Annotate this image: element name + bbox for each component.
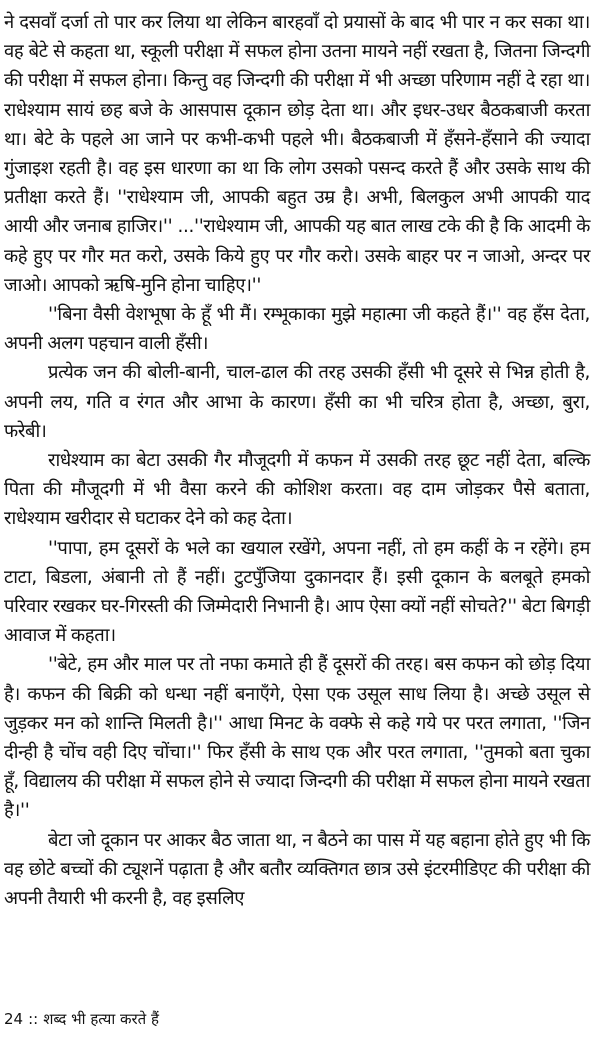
paragraph-2: ''बिना वैसी वेशभूषा के हूँ भी मैं। रम्भूकाका मुझे महात्मा जी कहते हैं।'' वह हँस देता, अपनी अलग पहचान वाली हँसी।: [4, 304, 590, 355]
paragraph-6: ''बेटे, हम और माल पर तो नफा कमाते ही हैं दूसरों की तरह। बस कफन को छोड़ दिया है। कफन की बिक्री को धन्धा नहीं बनाएँगे, ऐसा एक उसूल साध लिया है। अच्छे उसूल से जुड़कर मन को शान्ति मिलती है।'' आधा मिनट के वक्फे से कहे गये पर परत लगाता, ''जिन दीन्ही है चोंच वही दिए चोंचा।'' फिर हँसी के साथ एक और परत लगाता, ''तुमको बता चुका हूँ, विद्यालय की परीक्षा में सफल होने से ज्यादा जिन्दगी की परीक्षा में सफल होना मायने रखता है।'': [4, 654, 590, 822]
page-number: 24: [4, 1010, 24, 1028]
paragraph-4: राधेश्याम का बेटा उसकी गैर मौजूदगी में कफन में उसकी तरह छूट नहीं देता, बल्कि पिता की मौजूदगी में भी वैसा करने की कोशिश करता। वह दाम जोड़कर पैसे बताता, राधेश्याम खरीदार से घटाकर देने को कह देता।: [4, 450, 590, 530]
book-title: शब्द भी हत्या करते हैं: [43, 1010, 159, 1028]
paragraph-7: बेटा जो दूकान पर आकर बैठ जाता था, न बैठने का पास में यह बहाना होते हुए भी कि वह छोटे बच्चों की ट्यूशनें पढ़ाता है और बतौर व्यक्तिगत छात्र उसे इंटरमीडिएट की परीक्षा की अपनी तैयारी भी करनी है, वह इसलिए: [4, 829, 590, 910]
paragraph-1: ने दसवाँ दर्जा तो पार कर लिया था लेकिन बारहवाँ दो प्रयासों के बाद भी पार न कर सका था। वह बेटे से कहता था, स्कूली परीक्षा में सफल होना उतना मायने नहीं रखता है, जितना जिन्दगी की परीक्षा में सफल होना। किन्तु वह जिन्दगी की परीक्षा में भी अच्छा परिणाम नहीं दे रहा था। राधेश्याम सायं छह बजे के आसपास दूकान छोड़ देता था। और इधर-उधर बैठकबाजी करता था। बेटे के पहले आ जाने पर कभी-कभी पहले भी। बैठकबाजी में हँसने-हँसाने की ज्यादा गुंजाइश रहती है। वह इस धारणा का था कि लोग उसको पसन्द करते हैं और उसके साथ की प्रतीक्षा करते हैं। ''राधेश्याम जी, आपकी बहुत उम्र है। अभी, बिलकुल अभी आपकी याद आयी और जनाब हाजिर।'' ...''राधेश्याम जी, आपकी यह बात लाख टके की है कि आदमी के कहे हुए पर गौर मत करो, उसके किये हुए पर गौर करो। उसके बाहर पर न जाओ, अन्दर पर जाओ। आपको ऋषि-मुनि होना चाहिए।'': [4, 12, 590, 296]
paragraph-3: प्रत्येक जन की बोली-बानी, चाल-ढाल की तरह उसकी हँसी भी दूसरे से भिन्न होती है, अपनी लय, गति व रंगत और आभा के कारण। हँसी का भी चरित्र होता है, अच्छा, बुरा, फरेबी।: [4, 362, 590, 442]
page-footer: [4, 1008, 159, 1030]
paragraph-5: ''पापा, हम दूसरों के भले का खयाल रखेंगे, अपना नहीं, तो हम कहीं के न रहेंगे। हम टाटा, बिडला, अंबानी तो हैं नहीं। टुटपुँजिया दुकानदार हैं। इसी दूकान के बलबूते हमको परिवार रखकर घर-गिरस्ती की जिम्मेदारी निभानी है। आप ऐसा क्यों नहीं सोचते?'' बेटा बिगड़ी आवाज में कहता।: [4, 537, 590, 647]
footer-separator: ::: [28, 1010, 39, 1028]
